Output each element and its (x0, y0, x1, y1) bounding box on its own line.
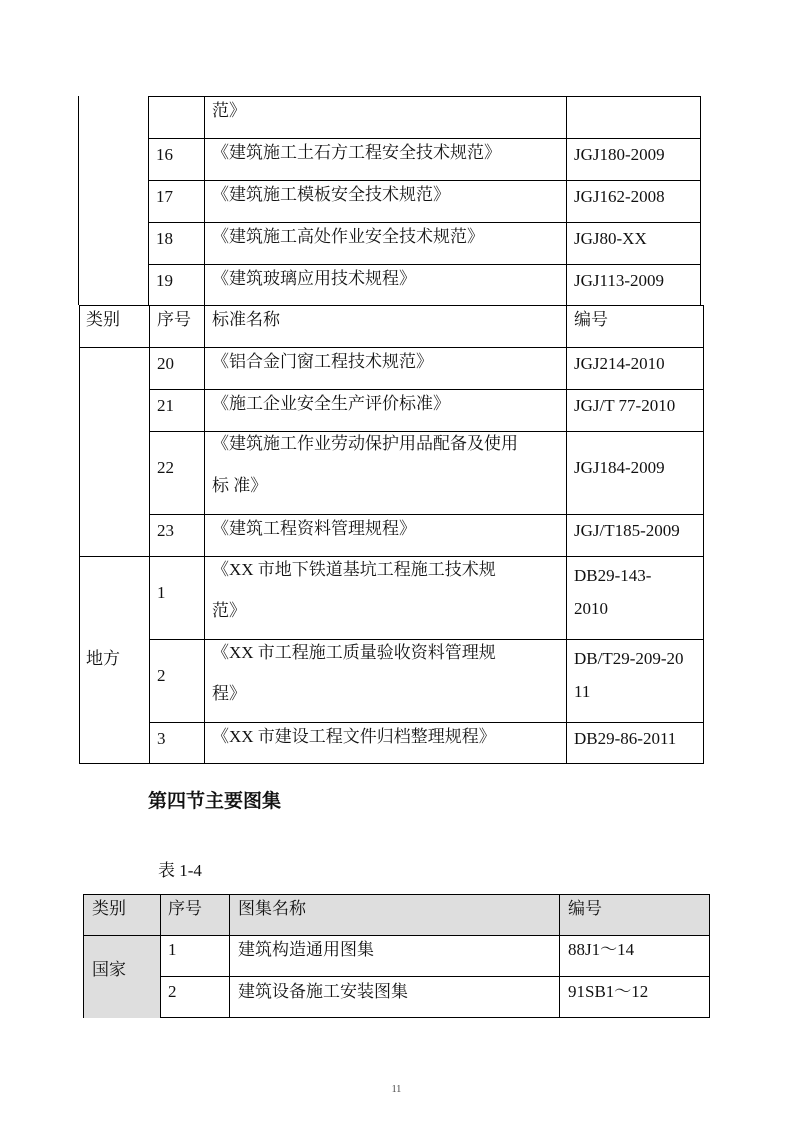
table-cell-name: 建筑构造通用图集 (238, 940, 374, 959)
table-caption: 表 1-4 (158, 861, 202, 880)
table-cell-code: JGJ180-2009 (574, 145, 665, 164)
table-cell-name: 建筑设备施工安装图集 (238, 982, 408, 1001)
table-cell-name: 《建筑施工高处作业安全技术规范》 (212, 227, 484, 246)
column-header-name: 标准名称 (212, 310, 280, 329)
table-cell-name: 《施工企业安全生产评价标准》 (212, 394, 450, 413)
table-cell-code: JGJ162-2008 (574, 187, 665, 206)
column-header-category: 类别 (86, 310, 120, 329)
page-number: 11 (391, 1084, 402, 1095)
table-cell-name: 《XX 市建设工程文件归档整理规程》 (212, 727, 496, 746)
table-cell-code: JGJ/T185-2009 (574, 521, 680, 540)
column-header-category: 类别 (92, 899, 126, 918)
table-cell-no: 20 (157, 354, 174, 373)
table-cell-code: JGJ184-2009 (574, 458, 665, 477)
table-cell-name-line1: 《XX 市地下铁道基坑工程施工技术规 (212, 560, 496, 579)
table-cell-name-line1: 《XX 市工程施工质量验收资料管理规 (212, 643, 496, 662)
table-cell-code: 88J1～14 (568, 940, 635, 959)
table-cell-no: 21 (157, 396, 174, 415)
table-cell-name-line2: 标 准》 (212, 476, 268, 495)
table-cell-name-line2: 范》 (212, 601, 246, 620)
table-cell-no: 1 (157, 583, 166, 602)
table-cell-name: 《建筑玻璃应用技术规程》 (212, 269, 416, 288)
table-cell-name-line1: 《建筑施工作业劳动保护用品配备及使用 (212, 434, 518, 453)
table-cell-code: JGJ113-2009 (574, 271, 665, 290)
table-cell-name: 范》 (212, 101, 246, 120)
table-cell-no: 1 (168, 940, 177, 959)
table-cell-name: 《建筑工程资料管理规程》 (212, 519, 416, 538)
table-cell-no: 19 (156, 271, 173, 290)
section-heading: 第四节主要图集 (148, 790, 282, 812)
table-cell-name: 《铝合金门窗工程技术规范》 (212, 352, 433, 371)
column-header-code: 编号 (568, 899, 602, 918)
table-cell-code: JGJ/T 77-2010 (574, 396, 676, 415)
table-cell-code-line2: 11 (574, 682, 591, 701)
column-header-no: 序号 (157, 310, 191, 329)
table-cell-code-line1: DB29-143- (574, 566, 652, 585)
table-cell-code-line1: DB/T29-209-20 (574, 649, 684, 668)
table-cell-name-line2: 程》 (212, 684, 246, 703)
table-cell-no: 22 (157, 458, 174, 477)
table-cell-name: 《建筑施工土石方工程安全技术规范》 (212, 143, 501, 162)
table-cell-no: 16 (156, 145, 173, 164)
table-cell-code: DB29-86-2011 (574, 729, 677, 748)
column-header-name: 图集名称 (238, 899, 306, 918)
table-cell-name: 《建筑施工模板安全技术规范》 (212, 185, 450, 204)
category-national: 国家 (92, 960, 126, 979)
table-cell-no: 17 (156, 187, 173, 206)
column-header-code: 编号 (574, 310, 608, 329)
table-cell-no: 2 (157, 666, 166, 685)
category-local: 地方 (86, 649, 120, 668)
table-cell-code: JGJ80-XX (574, 229, 647, 248)
table-cell-code: JGJ214-2010 (574, 354, 665, 373)
table-cell-no: 23 (157, 521, 174, 540)
table-cell-code-line2: 2010 (574, 599, 608, 618)
table-cell-code: 91SB1～12 (568, 982, 649, 1001)
column-header-no: 序号 (168, 899, 202, 918)
table-cell-no: 3 (157, 729, 166, 748)
table-cell-no: 18 (156, 229, 173, 248)
table-cell-no: 2 (168, 982, 177, 1001)
